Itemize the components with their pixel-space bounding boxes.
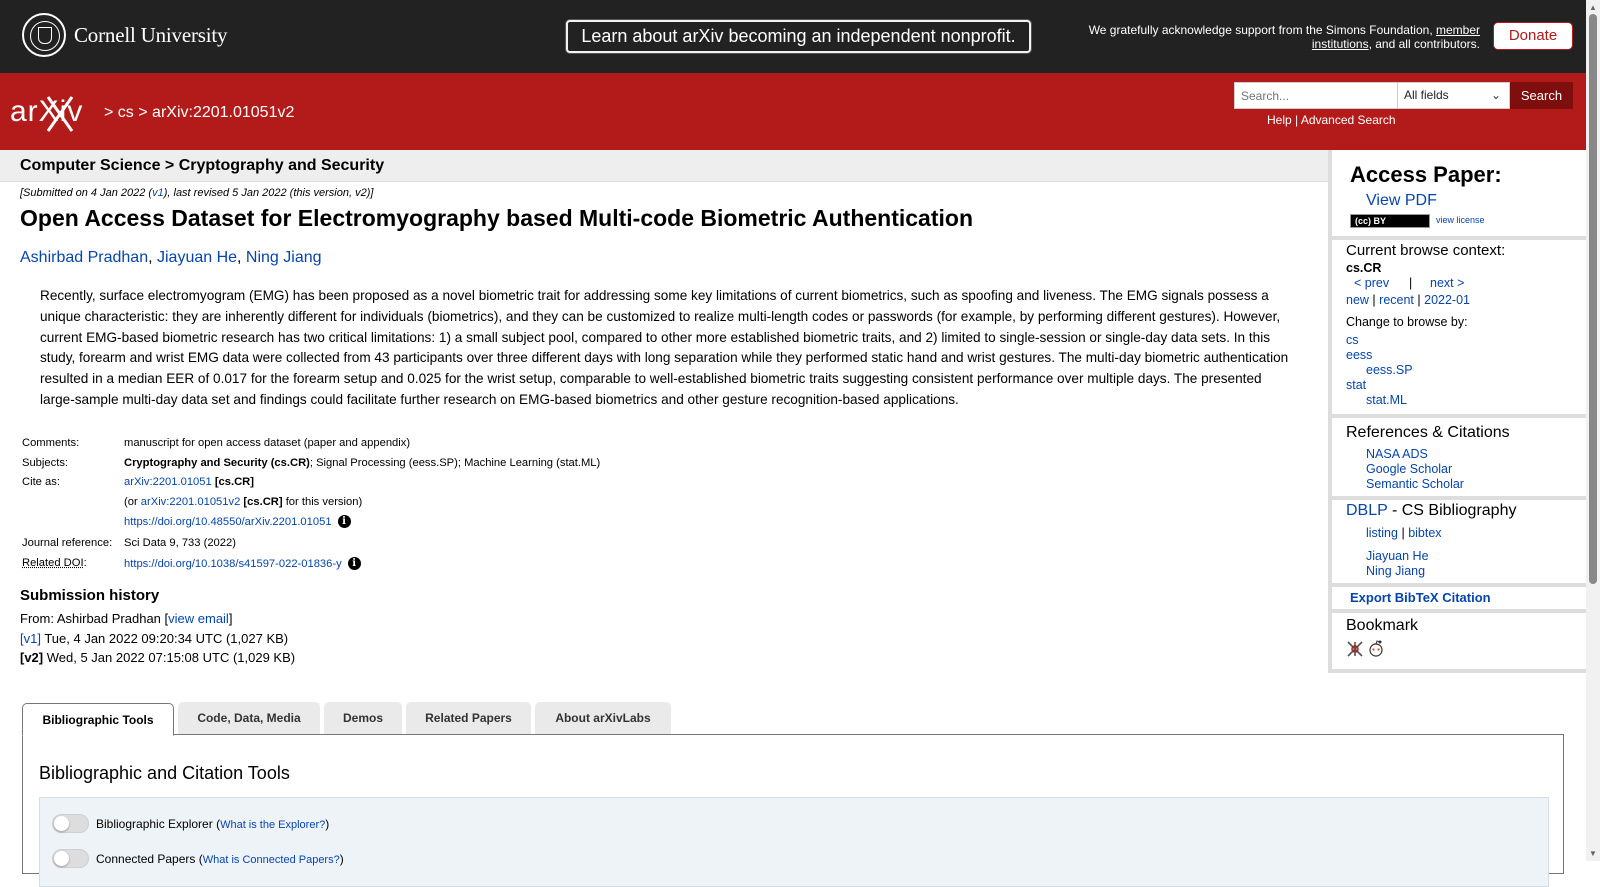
paper-title: Open Access Dataset for Electromyography based Multi-code Biometric Authentication (20, 205, 973, 231)
nasa-ads-link[interactable]: NASA ADS (1366, 447, 1428, 461)
breadcrumb-sep: > (138, 104, 148, 121)
cite-label: Cite as: (22, 476, 60, 488)
tool1-open-paren: ( (212, 817, 221, 831)
reddit-icon[interactable] (1367, 639, 1385, 657)
related-doi-value (122, 557, 600, 577)
month-link[interactable]: 2022-01 (1424, 293, 1470, 307)
bookmark-title: Bookmark (1346, 617, 1419, 634)
browse-eess-link[interactable]: eess (1346, 348, 1373, 362)
search-links (1267, 113, 1396, 127)
dblp-listing-row (1366, 526, 1442, 540)
dateline-part-a: [Submitted on 4 Jan 2022 ( (20, 187, 153, 199)
support-prefix: We gratefully acknowledge support from the Simons Foundation, (1088, 23, 1436, 37)
export-bibtex-link[interactable]: Export BibTeX Citation (1350, 590, 1491, 605)
tab-panel (22, 734, 1564, 874)
pipe-separator: | (1372, 293, 1376, 307)
cornell-logo[interactable] (22, 13, 227, 57)
advanced-search-link[interactable]: Advanced Search (1300, 113, 1396, 127)
subjects-value (122, 457, 600, 477)
scrollbar-thumb[interactable] (1589, 14, 1597, 584)
related-doi-abbr: Related DOI (22, 556, 84, 569)
listing-link[interactable]: listing (1366, 526, 1398, 540)
google-scholar-link[interactable]: Google Scholar (1366, 462, 1453, 476)
info-icon[interactable]: i (348, 557, 361, 570)
what-is-explorer-link[interactable]: What is the Explorer? (220, 819, 326, 831)
arxiv-header (0, 73, 1586, 150)
prev-next-separator: | (1409, 276, 1413, 290)
new-recent-month-links (1346, 293, 1470, 307)
member-institutions-link[interactable]: member institutions (1311, 23, 1480, 51)
field-select[interactable] (1397, 82, 1510, 109)
prev-link[interactable]: < prev (1354, 276, 1390, 290)
related-doi-label (20, 557, 122, 577)
browse-cs-link[interactable]: cs (1346, 333, 1359, 347)
cite-id-link[interactable]: arXiv:2201.01051 (124, 476, 212, 488)
dblp-author-link[interactable]: Ning Jiang (1366, 564, 1426, 578)
cite-doi-value (122, 515, 600, 537)
v1-text: Tue, 4 Jan 2022 09:20:34 UTC (1,027 KB) (40, 631, 289, 646)
submission-dateline (20, 187, 373, 199)
secondary-subjects: ; Signal Processing (eess.SP); Machine Learning (stat.ML) (309, 456, 601, 469)
dateline-part-b: ), last revised 5 Jan 2022 (this version, v2)] (163, 187, 374, 199)
bibliographic-explorer-label: Bibliographic Explorer (96, 817, 213, 831)
cite-category: [cs.CR] (214, 476, 254, 488)
cite-doi-link[interactable]: https://doi.org/10.48550/arXiv.2201.01051 (124, 516, 332, 528)
meta-row-cite (20, 476, 600, 496)
cornell-name: Cornell University (74, 22, 228, 47)
dblp-title (1346, 502, 1516, 520)
field-select-value: All fields (1404, 88, 1449, 102)
sidebar-divider (1332, 414, 1590, 418)
sidebar-divider (1332, 669, 1590, 673)
abstract: Recently, surface electromyogram (EMG) has been proposed as a novel biometric trait for addressing some key limitations of current biometrics, such as spoofing and liveness. The EMG signals possess a unique characteristic: they are inherently different for individuals (biometrics), and they can be customized to realize multi-length codes or passwords (for example, by performing different gestures). However, current EMG-based biometric research has two critical limitations: 1) a small subject pool, compared to other more established biometric traits, and 2) limited to single-session or single-day data sets. In this study, forearm and wrist EMG data were collected from 43 participants over three different days with long separation while they performed static hand and wrist gestures. The multi-day biometric authentication resulted in a median EER of 0.017 for the forearm setup and 0.025 for the wrist setup, comparable to well-established biometric traits suggesting consistent performance over multiple days. The presented large-sample multi-day data set and findings could facilitate further research on EMG-based biometrics and other gesture recognition-based applications. (40, 288, 1289, 407)
meta-row-comments (20, 437, 600, 457)
meta-row-subjects (20, 457, 600, 477)
tools-panel-title: Bibliographic and Citation Tools (39, 763, 290, 783)
related-doi-colon: : (83, 556, 87, 569)
pipe-separator: | (1417, 293, 1421, 307)
journal-value: Sci Data 9, 733 (2022) (124, 537, 236, 549)
support-suffix: , and all contributors. (1368, 37, 1480, 51)
submission-from (20, 611, 232, 626)
breadcrumb-paper-id: arXiv:2201.01051v2 (152, 104, 295, 121)
view-pdf-link[interactable]: View PDF (1366, 192, 1437, 209)
sidebar (1328, 150, 1586, 673)
cite-value (122, 476, 600, 496)
browse-stat-link[interactable]: stat (1346, 378, 1367, 392)
journal-label: Journal reference: (22, 537, 113, 549)
author-link[interactable]: Ashirbad Pradhan (20, 249, 149, 266)
sidebar-divider (1332, 609, 1590, 613)
submission-v1 (20, 631, 288, 646)
submission-v2 (20, 650, 295, 665)
tool2-close-paren: ) (339, 852, 344, 866)
dblp-link[interactable]: DBLP (1346, 502, 1388, 519)
related-doi-link[interactable]: https://doi.org/10.1038/s41597-022-01836-y (124, 557, 342, 570)
pipe-separator: | (1295, 113, 1299, 127)
sidebar-divider (1332, 583, 1590, 587)
what-is-connected-papers-link[interactable]: What is Connected Papers? (202, 854, 340, 866)
from-suffix: ] (228, 611, 233, 626)
bibliographic-explorer-row (96, 817, 329, 831)
page-scrollbar[interactable] (1586, 0, 1600, 861)
tab-about-arxivlabs[interactable]: About arXivLabs (535, 702, 671, 734)
browse-stat-ml-link[interactable]: stat.ML (1366, 393, 1407, 407)
semantic-scholar-link[interactable]: Semantic Scholar (1366, 477, 1464, 491)
search-input[interactable] (1234, 82, 1397, 109)
author-link[interactable]: Jiayuan He (156, 249, 238, 266)
subjects-label: Subjects: (22, 456, 69, 469)
tab-demos[interactable]: Demos (324, 702, 402, 734)
cc-by-license-icon[interactable] (1350, 214, 1430, 228)
subject-header: Computer Science > Cryptography and Security (20, 157, 385, 174)
dblp-author-link[interactable]: Jiayuan He (1366, 549, 1429, 563)
meta-row-journal (20, 537, 600, 557)
references-title: References & Citations (1346, 424, 1510, 441)
browse-eess-sp-link[interactable]: eess.SP (1366, 363, 1413, 377)
v2-label: [v2] (20, 650, 44, 665)
arxiv-logo[interactable] (10, 93, 100, 133)
meta-row-related-doi (20, 557, 600, 577)
comments-value: manuscript for open access dataset (paper and appendix) (124, 437, 411, 449)
dateline-v1-link[interactable]: v1 (152, 187, 164, 199)
view-email-link[interactable]: view email (168, 611, 229, 626)
search-button[interactable]: Search (1510, 82, 1573, 109)
support-text (1060, 23, 1480, 51)
sidebar-divider (1332, 236, 1590, 240)
browse-context-value: cs.CR (1346, 261, 1382, 275)
tab-related-papers[interactable]: Related Papers (406, 702, 531, 734)
cc-badge-text: (cc) BY (1355, 216, 1387, 226)
cite-version-link[interactable]: arXiv:2201.01051v2 (140, 495, 241, 508)
author-list: Ashirbad Pradhan, Jiayuan He, Ning Jiang (20, 249, 322, 266)
breadcrumb (104, 104, 294, 122)
tool1-close-paren: ) (325, 817, 330, 831)
cite-version-suffix: for this version) (285, 495, 363, 508)
meta-row-cite-version (20, 496, 600, 516)
tools-box (39, 797, 1549, 887)
tab-code-data-media[interactable]: Code, Data, Media (178, 702, 320, 734)
comments-label: Comments: (22, 437, 80, 449)
metadata-table (20, 437, 600, 576)
bibtex-link[interactable]: bibtex (1408, 526, 1442, 540)
next-link[interactable]: next > (1430, 276, 1465, 290)
scroll-down-arrow-icon[interactable]: ▼ (1589, 849, 1597, 858)
view-license-link[interactable]: view license (1436, 215, 1485, 225)
dblp-suffix: - CS Bibliography (1387, 502, 1517, 519)
tool2-open-paren: ( (195, 852, 203, 866)
browse-context-title: Current browse context: (1346, 242, 1506, 259)
bibsonomy-icon[interactable] (1346, 640, 1366, 658)
help-link[interactable]: Help (1267, 113, 1292, 127)
chevron-down-icon: ⌄ (1490, 88, 1501, 102)
cornell-seal-icon (22, 13, 66, 57)
cite-or: (or (124, 495, 141, 508)
cornell-top-bar (0, 0, 1586, 73)
search-form (1234, 82, 1573, 109)
connected-papers-row (96, 852, 344, 866)
from-prefix: From: Ashirbad Pradhan [ (20, 611, 169, 626)
breadcrumb-cs[interactable]: cs (117, 104, 134, 121)
donate-button[interactable]: Donate (1493, 22, 1573, 50)
scroll-up-arrow-icon[interactable]: ▲ (1589, 3, 1597, 12)
pipe-separator: | (1401, 526, 1405, 540)
bibliographic-explorer-toggle[interactable] (52, 814, 89, 833)
author-link[interactable]: Ning Jiang (245, 249, 322, 266)
primary-subject: Cryptography and Security (cs.CR) (124, 456, 310, 469)
nonprofit-banner-link[interactable]: Learn about arXiv becoming an independent nonprofit. (566, 20, 1031, 53)
meta-row-cite-doi (20, 515, 600, 537)
arxiv-logo-text: arXiv (10, 95, 84, 128)
change-browse-label: Change to browse by: (1346, 315, 1468, 329)
submission-history-title: Submission history (20, 587, 160, 604)
new-link[interactable]: new (1346, 293, 1369, 307)
breadcrumb-sep: > (104, 104, 114, 121)
tab-bibliographic-tools[interactable]: Bibliographic Tools (22, 703, 174, 736)
recent-link[interactable]: recent (1379, 293, 1414, 307)
v2-text: Wed, 5 Jan 2022 07:15:08 UTC (1,029 KB) (43, 650, 296, 665)
sidebar-divider (1332, 496, 1590, 500)
info-icon[interactable]: i (338, 515, 351, 528)
subject-header-bar (0, 150, 1328, 182)
access-paper-title: Access Paper: (1350, 162, 1502, 187)
v1-link[interactable]: [v1] (20, 631, 41, 646)
cite-version-category: [cs.CR] (243, 495, 283, 508)
cite-version-value (122, 496, 600, 516)
connected-papers-toggle[interactable] (52, 849, 89, 868)
connected-papers-label: Connected Papers (96, 852, 196, 866)
